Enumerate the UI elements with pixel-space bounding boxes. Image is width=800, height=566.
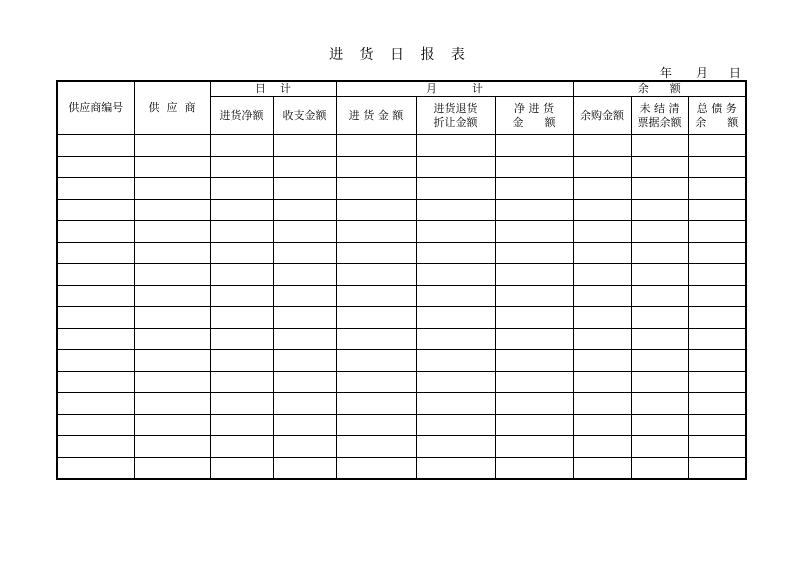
- table-cell[interactable]: [57, 307, 134, 329]
- table-cell[interactable]: [573, 350, 631, 372]
- table-cell[interactable]: [631, 135, 688, 157]
- table-cell[interactable]: [631, 393, 688, 415]
- table-cell[interactable]: [57, 393, 134, 415]
- table-cell[interactable]: [416, 457, 495, 479]
- table-cell[interactable]: [416, 371, 495, 393]
- table-cell[interactable]: [495, 371, 573, 393]
- table-cell[interactable]: [416, 328, 495, 350]
- table-cell[interactable]: [495, 307, 573, 329]
- table-cell[interactable]: [495, 285, 573, 307]
- table-cell[interactable]: [134, 264, 210, 286]
- table-cell[interactable]: [416, 264, 495, 286]
- table-cell[interactable]: [495, 178, 573, 200]
- table-row: [57, 307, 746, 329]
- table-row: [57, 371, 746, 393]
- table-cell[interactable]: [336, 221, 416, 243]
- table-row: [57, 242, 746, 264]
- table-cell[interactable]: [210, 199, 273, 221]
- table-cell[interactable]: [134, 371, 210, 393]
- header-monthly-net: 净 进 货 金 额: [495, 97, 573, 135]
- table-row: [57, 393, 746, 415]
- table-cell[interactable]: [57, 436, 134, 458]
- table-cell[interactable]: [273, 350, 336, 372]
- table-cell[interactable]: [688, 178, 746, 200]
- table-cell[interactable]: [273, 156, 336, 178]
- table-cell[interactable]: [631, 436, 688, 458]
- table-row: [57, 135, 746, 157]
- table-cell[interactable]: [631, 307, 688, 329]
- table-cell[interactable]: [495, 242, 573, 264]
- table-cell[interactable]: [273, 178, 336, 200]
- table-cell[interactable]: [273, 199, 336, 221]
- table-cell[interactable]: [273, 393, 336, 415]
- table-cell[interactable]: [688, 371, 746, 393]
- table-cell[interactable]: [573, 328, 631, 350]
- table-cell[interactable]: [210, 457, 273, 479]
- table-cell[interactable]: [688, 285, 746, 307]
- table-row: [57, 264, 746, 286]
- table-cell[interactable]: [495, 350, 573, 372]
- table-cell[interactable]: [631, 199, 688, 221]
- table-row: [57, 156, 746, 178]
- table-cell[interactable]: [134, 414, 210, 436]
- table-cell[interactable]: [688, 350, 746, 372]
- table-cell[interactable]: [273, 221, 336, 243]
- table-cell[interactable]: [210, 221, 273, 243]
- table-cell[interactable]: [57, 199, 134, 221]
- table-cell[interactable]: [631, 242, 688, 264]
- table-cell[interactable]: [273, 457, 336, 479]
- table-cell[interactable]: [210, 350, 273, 372]
- table-cell[interactable]: [273, 328, 336, 350]
- table-cell[interactable]: [336, 135, 416, 157]
- page-title: 进 货 日 报 表: [329, 47, 471, 63]
- table-row: [57, 414, 746, 436]
- table-cell[interactable]: [631, 350, 688, 372]
- table-cell[interactable]: [573, 285, 631, 307]
- header-supplier-code: 供应商编号: [57, 81, 134, 135]
- table-cell[interactable]: [573, 264, 631, 286]
- table-cell[interactable]: [573, 199, 631, 221]
- table-cell[interactable]: [210, 371, 273, 393]
- table-cell[interactable]: [134, 199, 210, 221]
- table-cell[interactable]: [631, 328, 688, 350]
- table-cell[interactable]: [210, 307, 273, 329]
- table-cell[interactable]: [210, 328, 273, 350]
- table-cell[interactable]: [631, 221, 688, 243]
- table-cell[interactable]: [631, 264, 688, 286]
- table-cell[interactable]: [631, 156, 688, 178]
- table-cell[interactable]: [688, 156, 746, 178]
- table-cell[interactable]: [57, 135, 134, 157]
- table-cell[interactable]: [57, 178, 134, 200]
- table-cell[interactable]: [210, 436, 273, 458]
- table-row: [57, 285, 746, 307]
- table-cell[interactable]: [57, 221, 134, 243]
- table-cell[interactable]: [273, 264, 336, 286]
- table-row: [57, 178, 746, 200]
- table-cell[interactable]: [416, 307, 495, 329]
- table-row: [57, 328, 746, 350]
- table-cell[interactable]: [273, 285, 336, 307]
- table-cell[interactable]: [688, 199, 746, 221]
- table-cell[interactable]: [688, 221, 746, 243]
- table-cell[interactable]: [134, 307, 210, 329]
- table-cell[interactable]: [573, 242, 631, 264]
- header-balance-unsettled: 未 结 清 票据余额: [631, 97, 688, 135]
- table-cell[interactable]: [336, 436, 416, 458]
- table-cell[interactable]: [273, 307, 336, 329]
- table-cell[interactable]: [57, 457, 134, 479]
- table-cell[interactable]: [416, 436, 495, 458]
- table-cell[interactable]: [57, 414, 134, 436]
- table-cell[interactable]: [210, 242, 273, 264]
- header-daily-net-purchase: 进货净额: [210, 97, 273, 135]
- table-cell[interactable]: [210, 156, 273, 178]
- table-cell[interactable]: [336, 199, 416, 221]
- table-cell[interactable]: [631, 285, 688, 307]
- date-day-label: 日: [729, 66, 742, 80]
- table-cell[interactable]: [688, 457, 746, 479]
- table-cell[interactable]: [134, 178, 210, 200]
- table-cell[interactable]: [416, 156, 495, 178]
- table-cell[interactable]: [495, 436, 573, 458]
- table-cell[interactable]: [57, 371, 134, 393]
- table-cell[interactable]: [210, 264, 273, 286]
- header-balance-group: 余 额: [573, 81, 746, 97]
- table-cell[interactable]: [688, 135, 746, 157]
- table-cell[interactable]: [688, 436, 746, 458]
- table-row: [57, 350, 746, 372]
- table-cell[interactable]: [416, 285, 495, 307]
- table-cell[interactable]: [57, 285, 134, 307]
- table-cell[interactable]: [57, 156, 134, 178]
- table-cell[interactable]: [336, 156, 416, 178]
- table-cell[interactable]: [134, 328, 210, 350]
- table-cell[interactable]: [336, 264, 416, 286]
- table-cell[interactable]: [57, 350, 134, 372]
- table-cell[interactable]: [495, 156, 573, 178]
- header-monthly-group: 月 计: [336, 81, 573, 97]
- table-cell[interactable]: [631, 178, 688, 200]
- table-row: [57, 221, 746, 243]
- table-cell[interactable]: [416, 199, 495, 221]
- table-cell[interactable]: [416, 242, 495, 264]
- table-cell[interactable]: [273, 436, 336, 458]
- table-cell[interactable]: [631, 414, 688, 436]
- table-cell[interactable]: [273, 371, 336, 393]
- table-cell[interactable]: [273, 242, 336, 264]
- table-cell[interactable]: [495, 414, 573, 436]
- table-cell[interactable]: [631, 371, 688, 393]
- table-cell[interactable]: [336, 457, 416, 479]
- table-cell[interactable]: [573, 371, 631, 393]
- table-cell[interactable]: [688, 264, 746, 286]
- table-cell[interactable]: [688, 328, 746, 350]
- table-cell[interactable]: [336, 350, 416, 372]
- table-cell[interactable]: [134, 242, 210, 264]
- table-cell[interactable]: [134, 436, 210, 458]
- table-cell[interactable]: [210, 178, 273, 200]
- table-cell[interactable]: [336, 307, 416, 329]
- table-cell[interactable]: [573, 436, 631, 458]
- table-cell[interactable]: [495, 264, 573, 286]
- table-cell[interactable]: [134, 457, 210, 479]
- table-cell[interactable]: [573, 307, 631, 329]
- table-cell[interactable]: [134, 221, 210, 243]
- table-cell[interactable]: [688, 242, 746, 264]
- table-cell[interactable]: [573, 156, 631, 178]
- table-cell[interactable]: [495, 221, 573, 243]
- table-cell[interactable]: [688, 393, 746, 415]
- table-cell[interactable]: [416, 350, 495, 372]
- table-cell[interactable]: [688, 414, 746, 436]
- header-daily-payment: 收支金额: [273, 97, 336, 135]
- table-cell[interactable]: [336, 242, 416, 264]
- date-year-label: 年: [660, 66, 673, 80]
- table-cell[interactable]: [336, 371, 416, 393]
- table-cell[interactable]: [573, 393, 631, 415]
- header-balance-purchase: 余购金额: [573, 97, 631, 135]
- table-cell[interactable]: [210, 285, 273, 307]
- table-cell[interactable]: [134, 393, 210, 415]
- table-row: [57, 436, 746, 458]
- table-cell[interactable]: [688, 307, 746, 329]
- table-cell[interactable]: [495, 135, 573, 157]
- table-cell[interactable]: [416, 221, 495, 243]
- header-daily-group: 日 计: [210, 81, 336, 97]
- purchase-daily-report-table: [56, 80, 747, 480]
- table-cell[interactable]: [336, 393, 416, 415]
- table-cell[interactable]: [336, 328, 416, 350]
- date-month-label: 月: [696, 66, 709, 80]
- table-cell[interactable]: [573, 221, 631, 243]
- table-cell[interactable]: [336, 178, 416, 200]
- table-cell[interactable]: [336, 285, 416, 307]
- table-cell[interactable]: [416, 393, 495, 415]
- header-supplier: 供 应 商: [134, 81, 210, 135]
- table-cell[interactable]: [57, 264, 134, 286]
- table-row: [57, 457, 746, 479]
- table-cell[interactable]: [134, 285, 210, 307]
- table-cell[interactable]: [134, 135, 210, 157]
- table-cell[interactable]: [495, 457, 573, 479]
- table-cell[interactable]: [336, 414, 416, 436]
- table-row: [57, 199, 746, 221]
- table-cell[interactable]: [495, 328, 573, 350]
- table-cell[interactable]: [573, 178, 631, 200]
- table-cell[interactable]: [134, 156, 210, 178]
- table-cell[interactable]: [210, 414, 273, 436]
- table-cell[interactable]: [57, 242, 134, 264]
- table-cell[interactable]: [416, 414, 495, 436]
- table-cell[interactable]: [416, 178, 495, 200]
- header-monthly-purchase: 进 货 金 额: [336, 97, 416, 135]
- table-cell[interactable]: [495, 393, 573, 415]
- table-cell[interactable]: [273, 414, 336, 436]
- table-cell[interactable]: [573, 135, 631, 157]
- table-cell[interactable]: [631, 457, 688, 479]
- header-balance-total-debt: 总 债 务 余 额: [688, 97, 746, 135]
- header-monthly-return: 进货退货 折让金额: [416, 97, 495, 135]
- table-cell[interactable]: [273, 135, 336, 157]
- table-cell[interactable]: [210, 135, 273, 157]
- table-cell[interactable]: [210, 393, 273, 415]
- table-cell[interactable]: [495, 199, 573, 221]
- table-cell[interactable]: [573, 457, 631, 479]
- table-cell[interactable]: [573, 414, 631, 436]
- table-cell[interactable]: [134, 350, 210, 372]
- table-cell[interactable]: [416, 135, 495, 157]
- table-cell[interactable]: [57, 328, 134, 350]
